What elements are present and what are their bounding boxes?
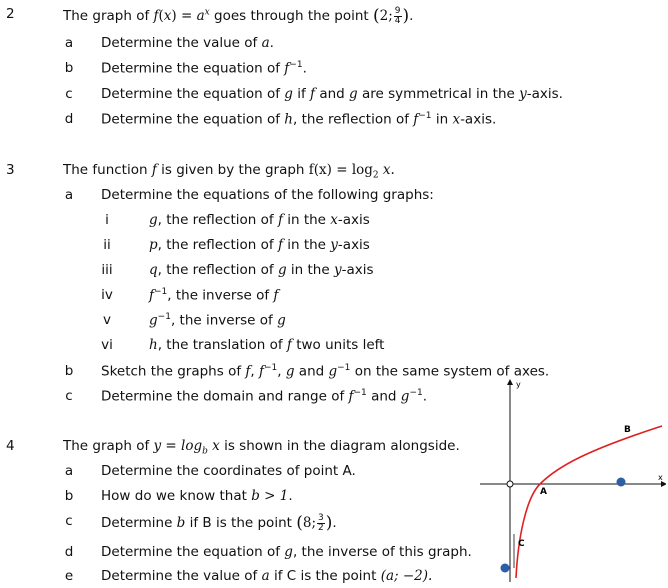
sub-part-row: vi h, the translation of f two units left	[101, 337, 385, 353]
part-row: c Determine the equation of g if f and g are symmetrical in the y-axis.	[65, 86, 563, 102]
blue-point-on-x-axis	[617, 478, 626, 487]
question-stem: The graph of $f(x) = a^x$ goes through the point (2; $\frac{9}{4}$ ).	[63, 5, 414, 26]
part-row: d Determine the equation of g, the inverse of this graph.	[64, 544, 472, 560]
question-stem: The function f is given by the graph $f(x) = \log_2 x$.	[63, 162, 395, 181]
y-axis-label: y	[516, 380, 521, 389]
log-graph-diagram	[478, 378, 666, 584]
part-row: c Determine the domain and range of $f^{-1}$ and $g^{-1}$.	[65, 388, 428, 405]
point-a-label: A	[540, 487, 547, 497]
blue-point-on-y-axis	[501, 564, 510, 573]
part-row: a Determine the value of a.	[64, 35, 274, 51]
part-row: d Determine the equation of h, the reflection of $f^{-1}$ in x-axis.	[64, 111, 497, 128]
part-row: b Determine the equation of $f^{-1}$.	[64, 60, 307, 77]
x-axis-label: x	[658, 473, 663, 482]
part-row: e Determine the value of a if C is the point (a; −2).	[64, 568, 433, 584]
point-b-label: B	[624, 425, 631, 435]
sub-part-row: iii q, the reflection of g in the y-axis	[101, 262, 374, 278]
log-curve	[516, 426, 662, 578]
sub-part-row: iv $f^{-1}$, the inverse of f	[101, 287, 279, 304]
origin-marker	[507, 481, 513, 487]
question-stem: The graph of $y = \log_b x$ is shown in the diagram alongside.	[63, 438, 460, 457]
fraction: $\frac{3}{2}$	[318, 512, 324, 533]
question-number: 3	[6, 162, 15, 178]
sub-part-row: ii p, the reflection of f in the y-axis	[103, 237, 370, 253]
question-number: 2	[6, 6, 15, 22]
fraction: $\frac{9}{4}$	[394, 5, 401, 26]
question-3-stem-row	[0, 162, 668, 182]
part-row: a Determine the coordinates of point A.	[64, 463, 356, 479]
point-c-label: C	[518, 539, 525, 549]
part-row: a Determine the equations of the following graphs:	[64, 187, 434, 203]
sub-part-row: i g, the reflection of f in the x-axis	[105, 212, 370, 228]
part-row: b How do we know that b > 1.	[64, 488, 293, 504]
part-row: b Sketch the graphs of f, $f^{-1}$, g and $g^{-1}$ on the same system of axes.	[64, 363, 550, 380]
question-2-stem-row	[0, 6, 668, 26]
question-number: 4	[6, 438, 15, 454]
part-row: c Determine b if B is the point (8; $\frac{3}{2}$ ).	[65, 512, 337, 533]
sub-part-row: v $g^{-1}$, the inverse of g	[103, 312, 286, 329]
